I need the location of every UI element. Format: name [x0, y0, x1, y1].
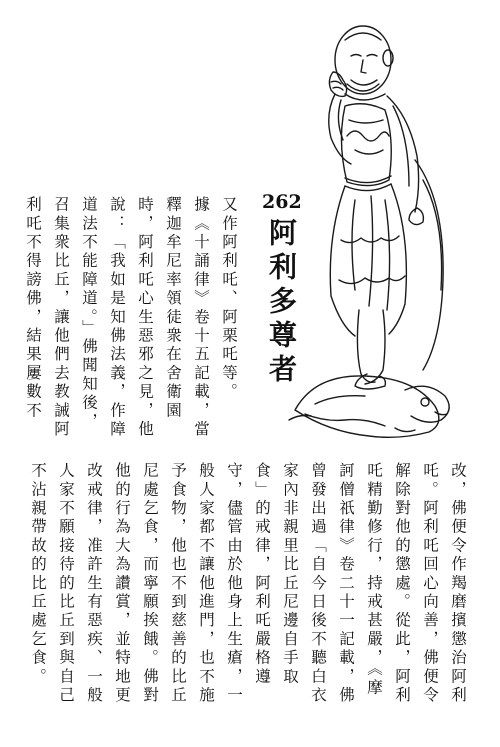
text-column: 不沾親帶故的比丘處乞食。 — [29, 462, 47, 687]
text-column: 解除對他的懲處。從此，阿利 — [393, 462, 411, 706]
text-column: 家內非親里比丘尼邊自手取 — [281, 462, 299, 687]
arhat-illustration — [275, 10, 485, 445]
text-column: 般人家都不讓他進門，也不施 — [197, 462, 215, 706]
text-column: 食」的戒律，阿利吒嚴格遵 — [253, 462, 271, 687]
entry-title: 阿利多尊者 — [265, 218, 298, 388]
text-column: 守，儘管由於他身上生瘡，一 — [225, 462, 243, 706]
text-column: 訶僧祇律》卷二十一記載，佛 — [337, 462, 355, 706]
text-column: 吒精勤修行，持戒甚嚴，《摩 — [365, 462, 383, 698]
lower-text-block — [24, 462, 472, 717]
text-column: 予食物，他也不到慈善的比丘 — [169, 462, 187, 706]
text-column: 吒。阿利吒回心向善，佛便令 — [421, 462, 439, 706]
entry-number: 262 — [262, 191, 302, 213]
text-column: 改，佛便令作羯磨擯懲治阿利 — [449, 462, 467, 706]
text-column: 又作阿利吒、阿栗吒等。 — [220, 196, 238, 402]
arhat-standing-on-beast-icon — [275, 10, 485, 445]
text-column: 利吒不得謗佛，結果屢數不 — [24, 196, 42, 421]
text-column: 召集衆比丘，讓他們去教誡阿 — [52, 196, 70, 440]
text-column: 說：「我如是知佛法義，作障 — [108, 196, 126, 440]
text-column: 據《十誦律》卷十五記載，當 — [192, 196, 210, 440]
upper-text-block — [19, 196, 243, 441]
text-column: 人家不願接待的比丘到與自己 — [57, 462, 75, 706]
text-column: 他的行為大為讚賞，並特地更 — [113, 462, 131, 706]
text-column: 道法不能障道。」佛聞知後， — [80, 196, 98, 432]
text-column: 釋迦牟尼率領徒衆在舍衛園 — [164, 196, 182, 421]
text-column: 改戒律，准許生有惡疾、一般 — [85, 462, 103, 706]
text-column: 尼處乞食，而寧願挨餓。佛對 — [141, 462, 159, 706]
text-column: 曾發出過「自今日後不聽白衣 — [309, 462, 327, 706]
text-column: 時，阿利吒心生惡邪之見，他 — [136, 196, 154, 440]
